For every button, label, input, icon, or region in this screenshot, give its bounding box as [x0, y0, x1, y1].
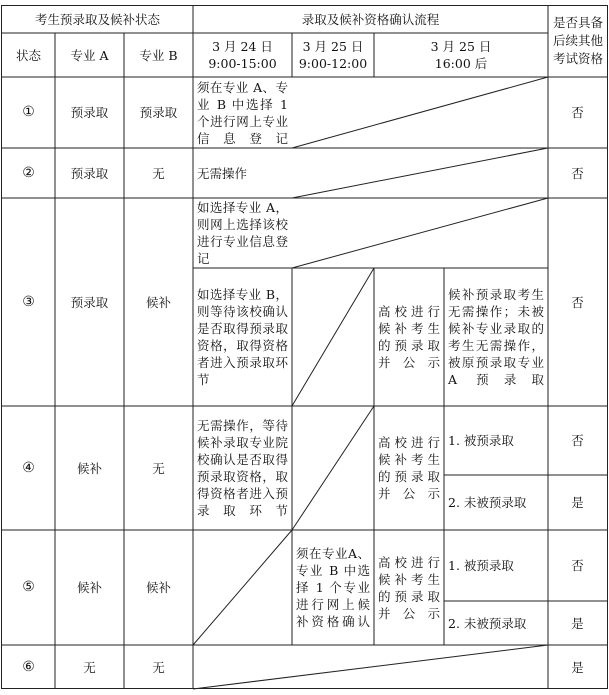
diagonal-row3-top	[292, 198, 548, 268]
row5-eligible-admitted: 否	[571, 558, 584, 573]
row1-major-b: 预录取	[139, 105, 178, 120]
time1-label: 9:00-15:00	[208, 56, 277, 71]
row3-step3-text: 高校进行候补考生的预录取并公示	[378, 304, 440, 370]
row3-step1-option-a	[193, 198, 292, 268]
row6-status: ⑥	[22, 658, 35, 675]
header-status: 状态	[15, 47, 41, 63]
row6-eligible: 是	[571, 659, 584, 675]
row3-step4	[444, 268, 548, 406]
row2-step1: 无需操作	[197, 165, 248, 181]
row3-eligible: 否	[571, 294, 584, 310]
diagonal-row3-step2	[292, 268, 374, 406]
row2-major-a: 预录取	[70, 165, 109, 181]
row4-step1-text: 无需操作，等待候补录取专业院校确认是否取得预录取资格，取得资格者进入预录取环节	[197, 418, 288, 518]
row4-eligible-not-admitted: 是	[571, 495, 584, 510]
header-step-date3	[374, 33, 548, 77]
header-step-date1	[193, 33, 292, 77]
row3-major-a: 预录取	[70, 294, 109, 310]
row3-major-b: 候补	[145, 294, 171, 310]
diagonal-row6	[193, 645, 548, 689]
diagonal-row5-step1	[193, 530, 292, 645]
row4-step3-text: 高校进行候补考生的预录取并公示	[378, 435, 440, 501]
row4-major-a: 候补	[76, 460, 102, 476]
row5-step3	[374, 530, 444, 645]
header-step-date2	[292, 33, 374, 77]
time2-label: 9:00-12:00	[298, 56, 368, 71]
row4-major-b: 无	[152, 460, 165, 476]
row5-eligible-not-admitted: 是	[571, 615, 584, 631]
row3-step3	[374, 268, 444, 406]
row4-outcome-admitted: 1. 被预录取	[448, 433, 514, 448]
row5-outcome-not-admitted: 2. 未被预录取	[448, 615, 527, 631]
row1-status: ①	[22, 104, 35, 120]
row2-status: ②	[22, 164, 35, 181]
header-process: 录取及候补资格确认流程	[301, 11, 440, 27]
row5-outcome-admitted: 1. 被预录取	[448, 558, 514, 573]
row1-step1-text: 须在专业 A、专业 B 中选择 1 个进行网上专业信息登记	[197, 79, 288, 146]
row5-major-a: 候补	[76, 580, 102, 595]
row3-status: ③	[22, 293, 35, 310]
row2-major-b: 无	[152, 165, 165, 181]
row3-step1-bottom-text: 如选择专业 B，则等待该校确认是否取得预录取资格，取得资格者进入预录取环节	[197, 287, 288, 387]
header-major-a: 专业 A	[70, 47, 109, 63]
row5-step2	[292, 530, 374, 645]
header-eligibility: 是否具备后续其他考试资格	[552, 15, 603, 66]
row4-outcome-not-admitted: 2. 未被预录取	[448, 495, 527, 510]
row5-status: ⑤	[22, 579, 35, 595]
row5-major-b: 候补	[145, 580, 171, 595]
row2-eligible: 否	[571, 165, 584, 181]
header-major-b: 专业 B	[139, 47, 178, 63]
row4-step1	[193, 406, 292, 530]
row3-step1-option-b	[193, 268, 292, 406]
date2-label: 3 月 25 日	[302, 39, 364, 54]
row3-step4-text: 候补预录取考生无需操作；未被候补专业录取的考生无需操作，被原预录取专业 A 预录取	[448, 287, 544, 387]
row4-status: ④	[22, 459, 35, 476]
row5-step3-text: 高校进行候补考生的预录取并公示	[378, 554, 440, 621]
row4-step3	[374, 406, 444, 530]
row1-major-a: 预录取	[70, 105, 109, 120]
date1-label: 3 月 24 日	[212, 39, 273, 54]
diagonal-row2	[292, 148, 548, 198]
row5-step2-text: 须在专业A、专业 B 中选择 1 个专业进行网上候补资格确认	[296, 546, 370, 629]
row3-step1-top-text: 如选择专业 A，则网上选择该校进行专业信息登记	[197, 200, 288, 266]
row1-step1	[193, 77, 292, 148]
header-applicant-status: 考生预录取及候补状态	[34, 11, 160, 27]
row4-eligible-admitted: 否	[571, 433, 584, 448]
date3-label: 3 月 25 日	[430, 39, 492, 54]
row6-major-a: 无	[83, 659, 96, 675]
row1-eligible: 否	[571, 105, 584, 120]
time3-label: 16:00 后	[434, 56, 488, 71]
diagonal-row1	[292, 77, 548, 148]
row6-major-b: 无	[152, 659, 165, 675]
diagonal-row4-step2	[292, 406, 374, 530]
